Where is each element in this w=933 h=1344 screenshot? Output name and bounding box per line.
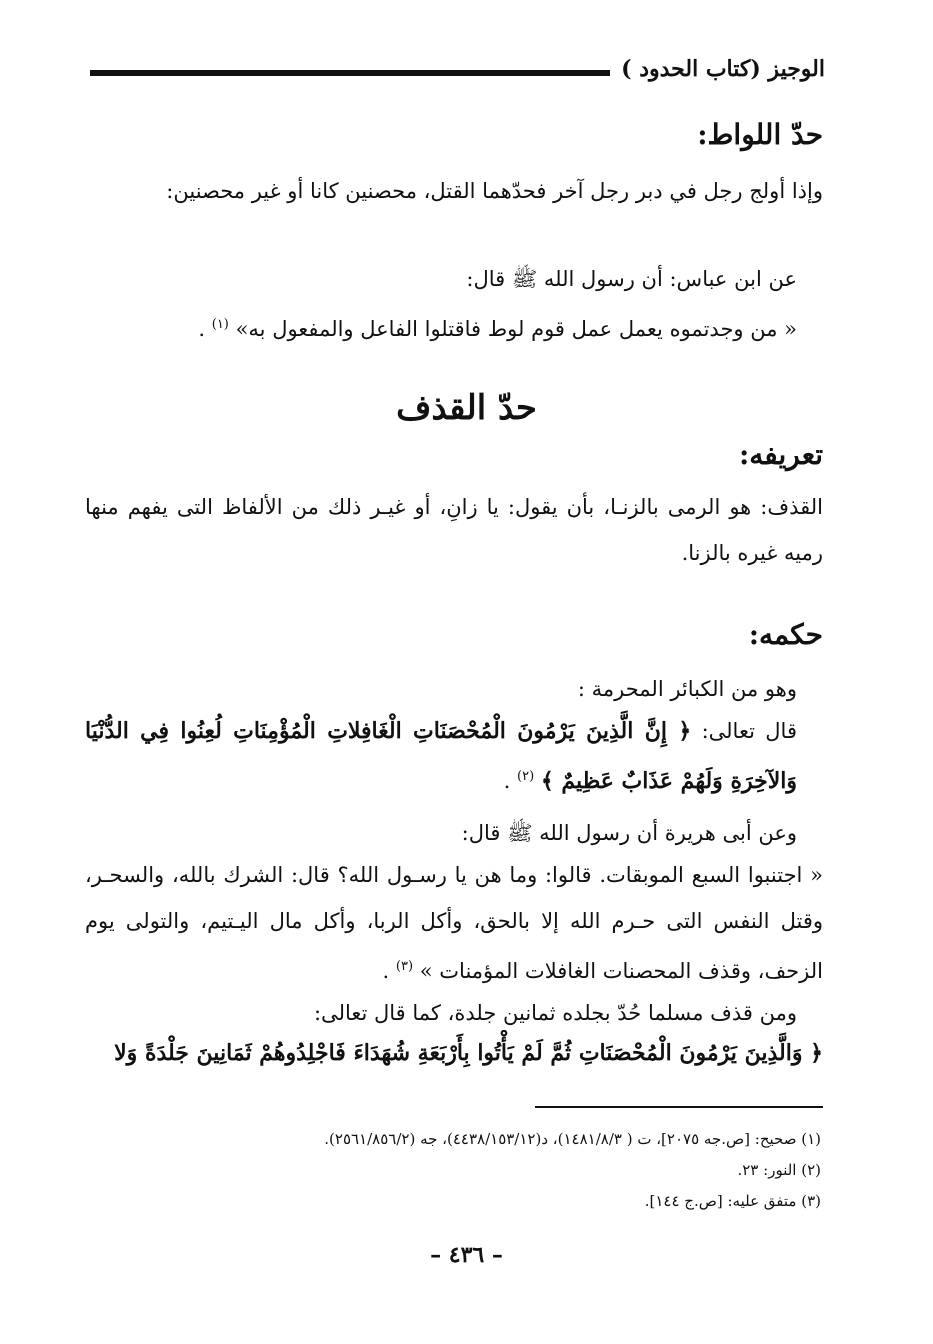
page-number: – ٤٣٦ – <box>430 1242 503 1268</box>
footnote-2: (٢) النور: ٢٣. <box>737 1161 821 1179</box>
hadith-text-2: « اجتنبوا السبع الموبقات. قالوا: وما هن يا رسـول الله؟ قال: الشرك بالله، والسحـر، وقتل النفس التى حـرم الله إلا بالحق، وأكل الربا، وأكل مال اليـتيم، والتولى يوم الزحف، وقذف المحصنات الغافلات المؤمنات » <box>85 863 823 983</box>
paragraph-liwat-ruling: وإذا أولج رجل في دبر رجل آخر فحدّهما القتل، محصنين كانا أو غير محصنين: <box>166 179 823 203</box>
header-rule <box>90 70 610 76</box>
hadith-text-1: « من وجدتموه يعمل عمل قوم لوط فاقتلوا الفاعل والمفعول به» <box>235 317 797 341</box>
paragraph-ibn-abbas: عن ابن عباس: أن رسول الله ﷺ قال: <box>466 267 797 291</box>
paragraph-major-sin: وهو من الكبائر المحرمة : <box>577 677 797 701</box>
quran-verse-2: ﴿ وَالَّذِينَ يَرْمُونَ الْمُحْصَنَاتِ ثُمَّ لَمْ يَأْتُوا بِأَرْبَعَةِ شُهَدَاءَ فَاجْلِدُوهُمْ ثَمَانِينَ جَلْدَةً وَلا <box>114 1040 823 1066</box>
footnote-3: (٣) متفق عليه: [ص.ج ١٤٤]. <box>644 1192 821 1210</box>
paragraph-definition: القذف: هو الرمى بالزنـا، بأن يقول: يا زانِ، أو غيـر ذلك من الألفاظ التى يفهم منها رميه غيره بالزنا. <box>85 495 823 565</box>
verse-lead-1: قال تعالى: <box>701 719 797 743</box>
paragraph-abu-hurayra: وعن أبى هريرة أن رسول الله ﷺ قال: <box>461 821 797 845</box>
running-title: الوجيز (كتاب الحدود ) <box>621 56 825 82</box>
hadith-end-2: . <box>382 959 390 983</box>
footnote-rule <box>535 1106 823 1108</box>
footnotes <box>90 1124 821 1217</box>
verse-end-1: . <box>503 769 511 793</box>
hadith-quote-1 <box>85 302 797 352</box>
footnote-ref-2: (٢) <box>517 769 535 784</box>
section-heading-ruling: حكمه: <box>748 618 823 651</box>
footnote-ref-1: (١) <box>211 317 229 332</box>
footnote-ref-3: (٣) <box>395 959 414 974</box>
quran-verse-1: ﴿ إِنَّ الَّذِينَ يَرْمُونَ الْمُحْصَنَاتِ الْغَافِلاتِ الْمُؤْمِنَاتِ لُعِنُوا فِي الدُّنْيَا وَالآخِرَةِ وَلَهُمْ عَذَابٌ عَظِيمٌ ﴾ <box>85 718 797 794</box>
running-header <box>90 52 825 92</box>
paragraph-verse-1 <box>85 708 797 804</box>
paragraph-punishment: ومن قذف مسلما حُدّ بجلده ثمانين جلدة، كما قال تعالى: <box>313 1001 797 1025</box>
chapter-title-qadhf: حدّ القذف <box>396 388 537 428</box>
section-heading-liwat: حدّ اللواط: <box>697 118 823 151</box>
footnote-1: (١) صحيح: [ص.جه ٢٠٧٥]، ت ( ١٤٨١/٨/٣)، د(٤٤٣٨/١٥٣/١٢)، جه (٢٥٦١/٨٥٦/٢). <box>324 1130 821 1148</box>
hadith-end-1: . <box>198 317 206 341</box>
hadith-quote-2 <box>85 852 823 994</box>
section-heading-definition: تعريفه: <box>738 438 823 471</box>
